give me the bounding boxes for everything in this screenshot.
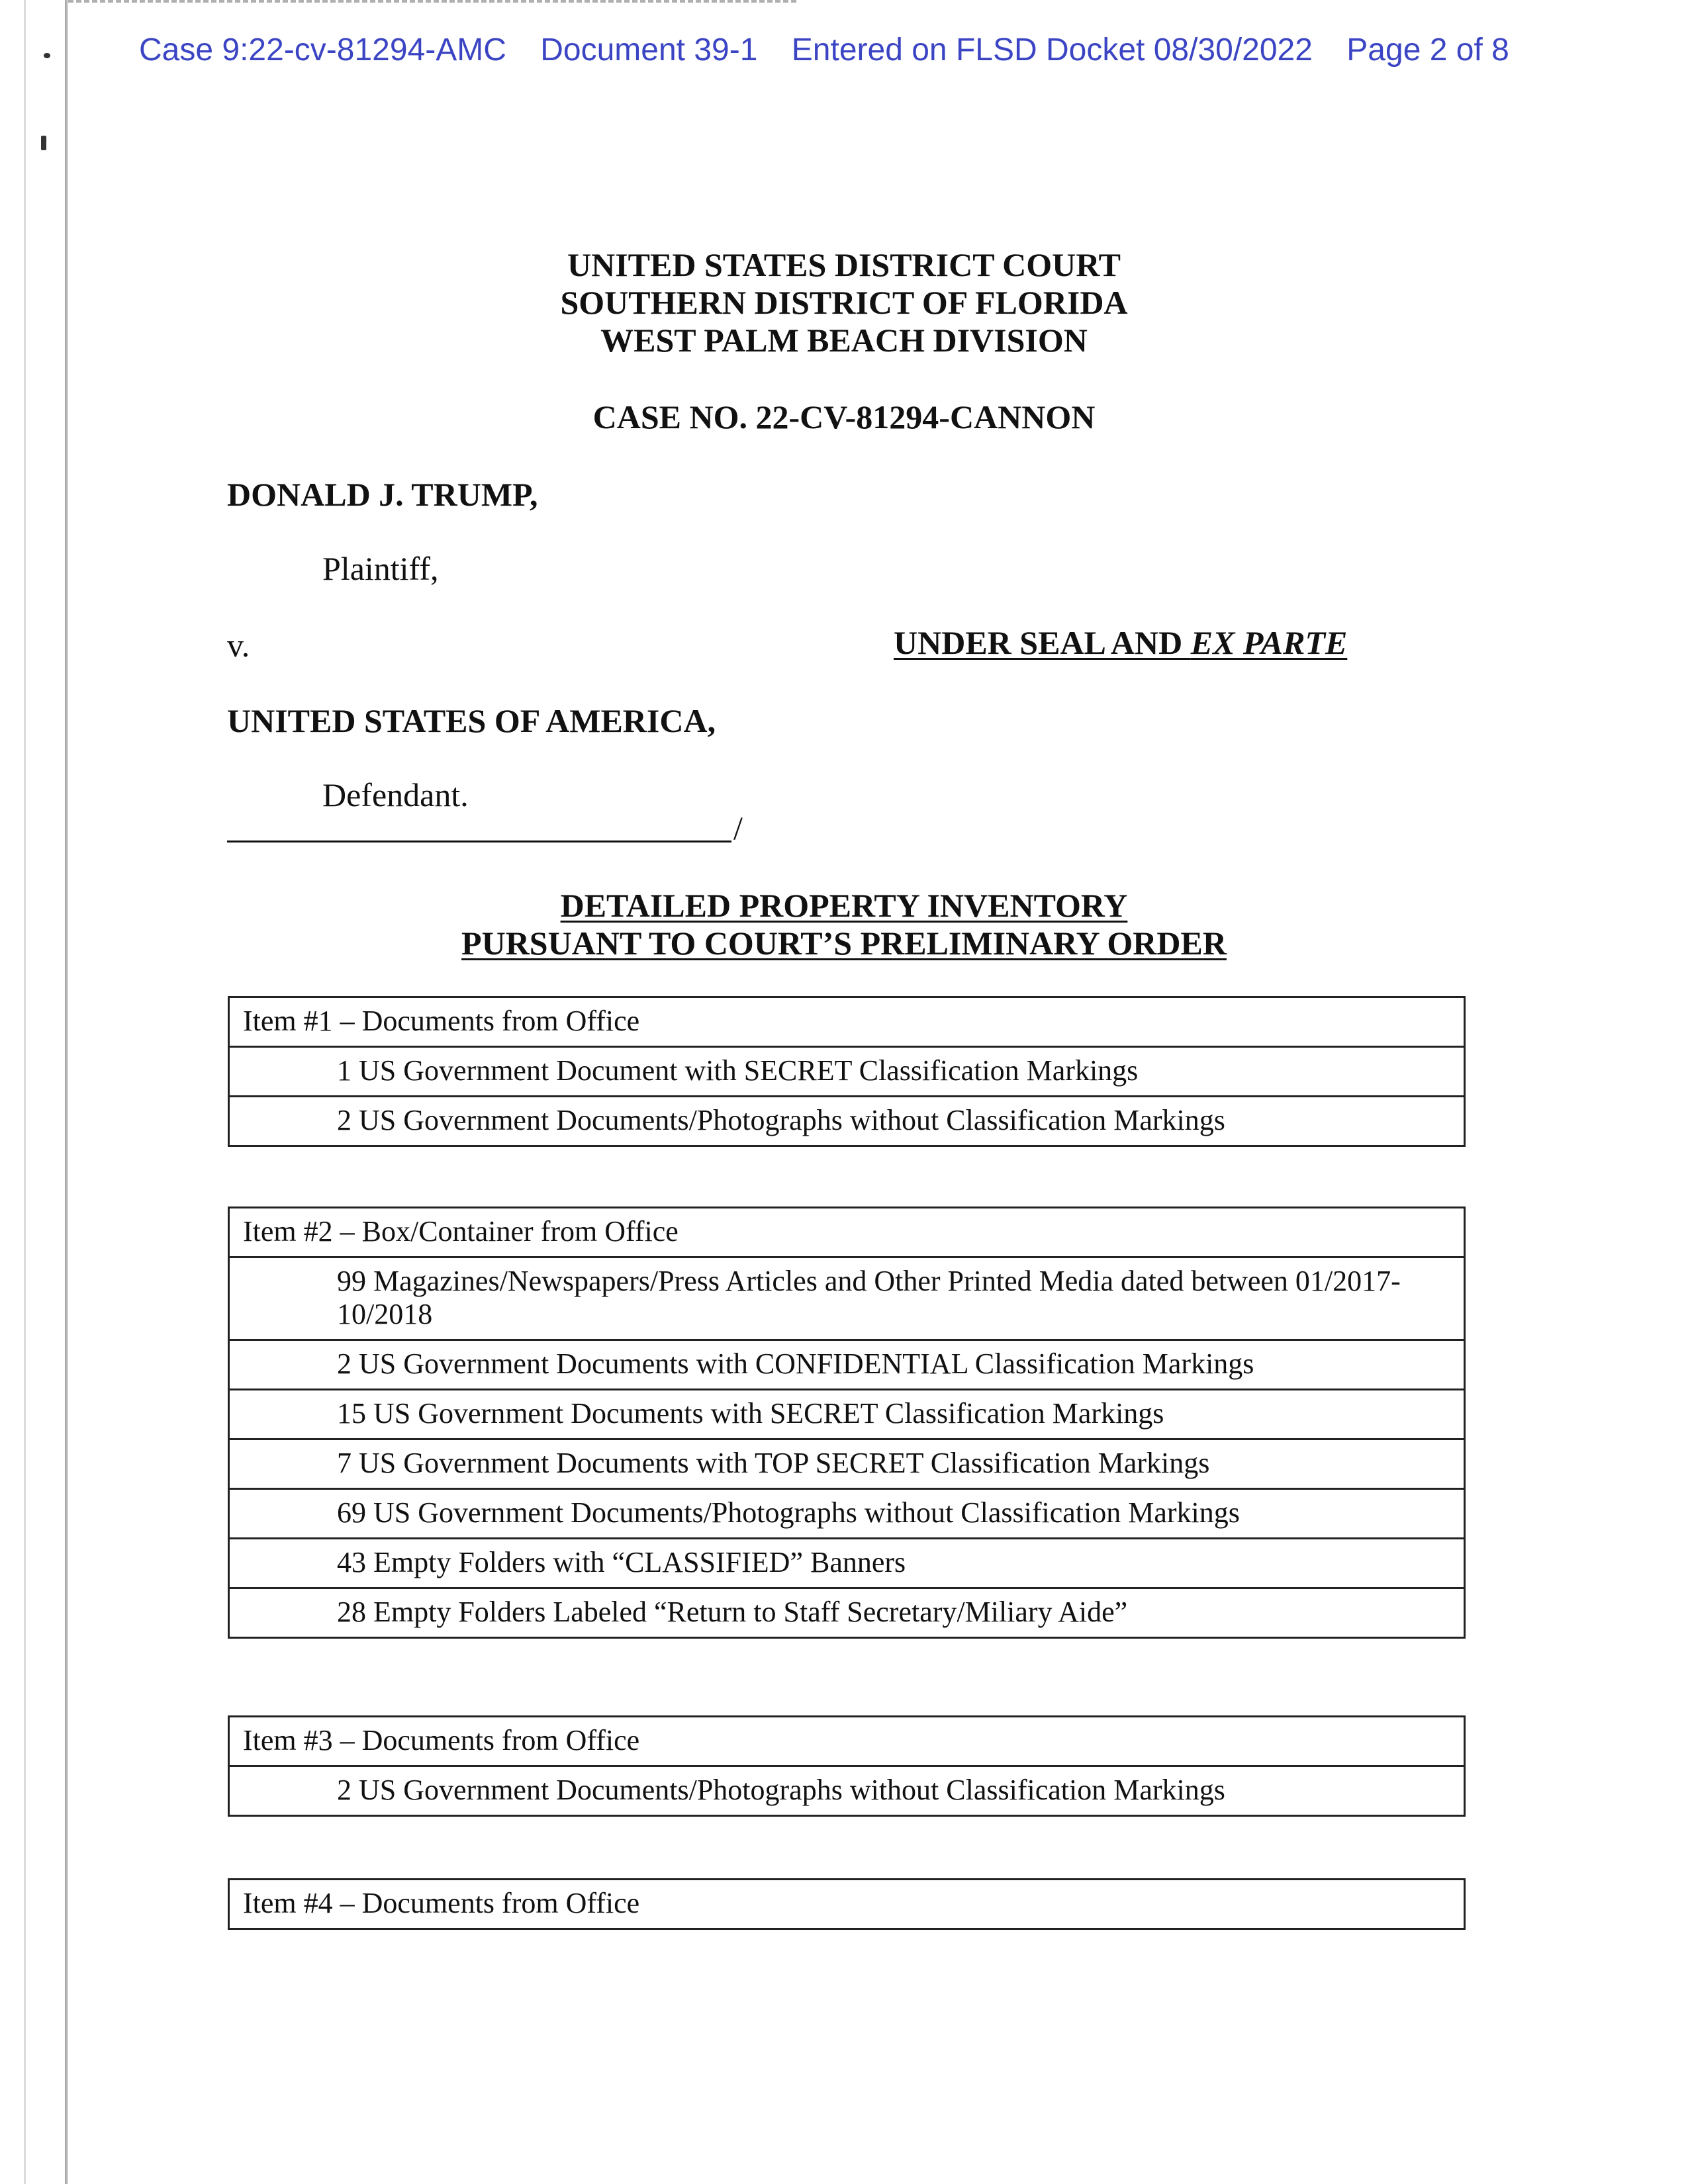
case-number-text: CASE NO. 22-CV-81294-CANNON <box>592 398 1096 435</box>
title-line-1: DETAILED PROPERTY INVENTORY <box>560 887 1128 924</box>
inventory-table-item-1 <box>228 996 1466 1147</box>
document-title <box>0 887 1688 962</box>
item-header: Item #3 – Documents from Office <box>229 1717 1465 1766</box>
item-entry: 99 Magazines/Newspapers/Press Articles and Other Printed Media dated between 01/2017-10/2018 <box>229 1257 1465 1340</box>
item-header: Item #4 – Documents from Office <box>229 1880 1465 1929</box>
entered-date-stamp: Entered on FLSD Docket 08/30/2022 <box>791 32 1313 68</box>
scan-top-edge <box>68 0 796 7</box>
page-number-stamp: Page 2 of 8 <box>1346 32 1509 68</box>
inventory-table-item-4 <box>228 1878 1466 1930</box>
title-line-2: PURSUANT TO COURT’S PRELIMINARY ORDER <box>461 925 1227 962</box>
defendant-role: Defendant. <box>322 776 469 813</box>
document-number-stamp: Document 39-1 <box>540 32 758 68</box>
table-row <box>229 1208 1465 1257</box>
table-row <box>229 1539 1465 1588</box>
item-header: Item #1 – Documents from Office <box>229 997 1465 1047</box>
plaintiff-role: Plaintiff, <box>322 550 439 587</box>
seal-notice <box>894 623 1347 662</box>
table-row <box>229 1489 1465 1539</box>
table-row <box>229 1766 1465 1816</box>
table-row <box>229 1257 1465 1340</box>
case-number-stamp: Case 9:22-cv-81294-AMC <box>139 32 506 68</box>
item-header: Item #2 – Box/Container from Office <box>229 1208 1465 1257</box>
item-entry: 69 US Government Documents/Photographs without Classification Markings <box>229 1489 1465 1539</box>
plaintiff-name: DONALD J. TRUMP, <box>227 476 538 513</box>
court-caption <box>0 246 1688 359</box>
table-row <box>229 1340 1465 1390</box>
caption-rule <box>227 841 731 842</box>
inventory-table-item-2 <box>228 1206 1466 1639</box>
item-entry: 15 US Government Documents with SECRET Classification Markings <box>229 1390 1465 1439</box>
item-entry: 28 Empty Folders Labeled “Return to Staff Secretary/Miliary Aide” <box>229 1588 1465 1638</box>
inventory-table-item-3 <box>228 1715 1466 1817</box>
filing-header-stamp <box>139 32 1534 68</box>
table-row <box>229 1439 1465 1489</box>
court-name: UNITED STATES DISTRICT COURT <box>567 246 1121 283</box>
scan-speck <box>41 136 46 150</box>
item-entry: 2 US Government Documents/Photographs without Classification Markings <box>229 1097 1465 1146</box>
scan-speck <box>44 53 50 58</box>
table-row <box>229 1390 1465 1439</box>
court-division: WEST PALM BEACH DIVISION <box>600 322 1088 359</box>
item-entry: 7 US Government Documents with TOP SECRET Classification Markings <box>229 1439 1465 1489</box>
table-row <box>229 997 1465 1047</box>
case-number <box>0 398 1688 436</box>
item-entry: 1 US Government Document with SECRET Classification Markings <box>229 1047 1465 1097</box>
item-entry: 2 US Government Documents with CONFIDENTIAL Classification Markings <box>229 1340 1465 1390</box>
table-row <box>229 1097 1465 1146</box>
seal-notice-italic: EX PARTE <box>1190 624 1348 661</box>
seal-notice-text: UNDER SEAL AND <box>894 624 1191 661</box>
table-row <box>229 1047 1465 1097</box>
court-district: SOUTHERN DISTRICT OF FLORIDA <box>560 284 1128 321</box>
table-row <box>229 1880 1465 1929</box>
versus: v. <box>227 627 250 664</box>
defendant-name: UNITED STATES OF AMERICA, <box>227 702 716 739</box>
table-row <box>229 1717 1465 1766</box>
caption-slash: / <box>733 809 743 846</box>
item-entry: 2 US Government Documents/Photographs without Classification Markings <box>229 1766 1465 1816</box>
table-row <box>229 1588 1465 1638</box>
item-entry: 43 Empty Folders with “CLASSIFIED” Banners <box>229 1539 1465 1588</box>
